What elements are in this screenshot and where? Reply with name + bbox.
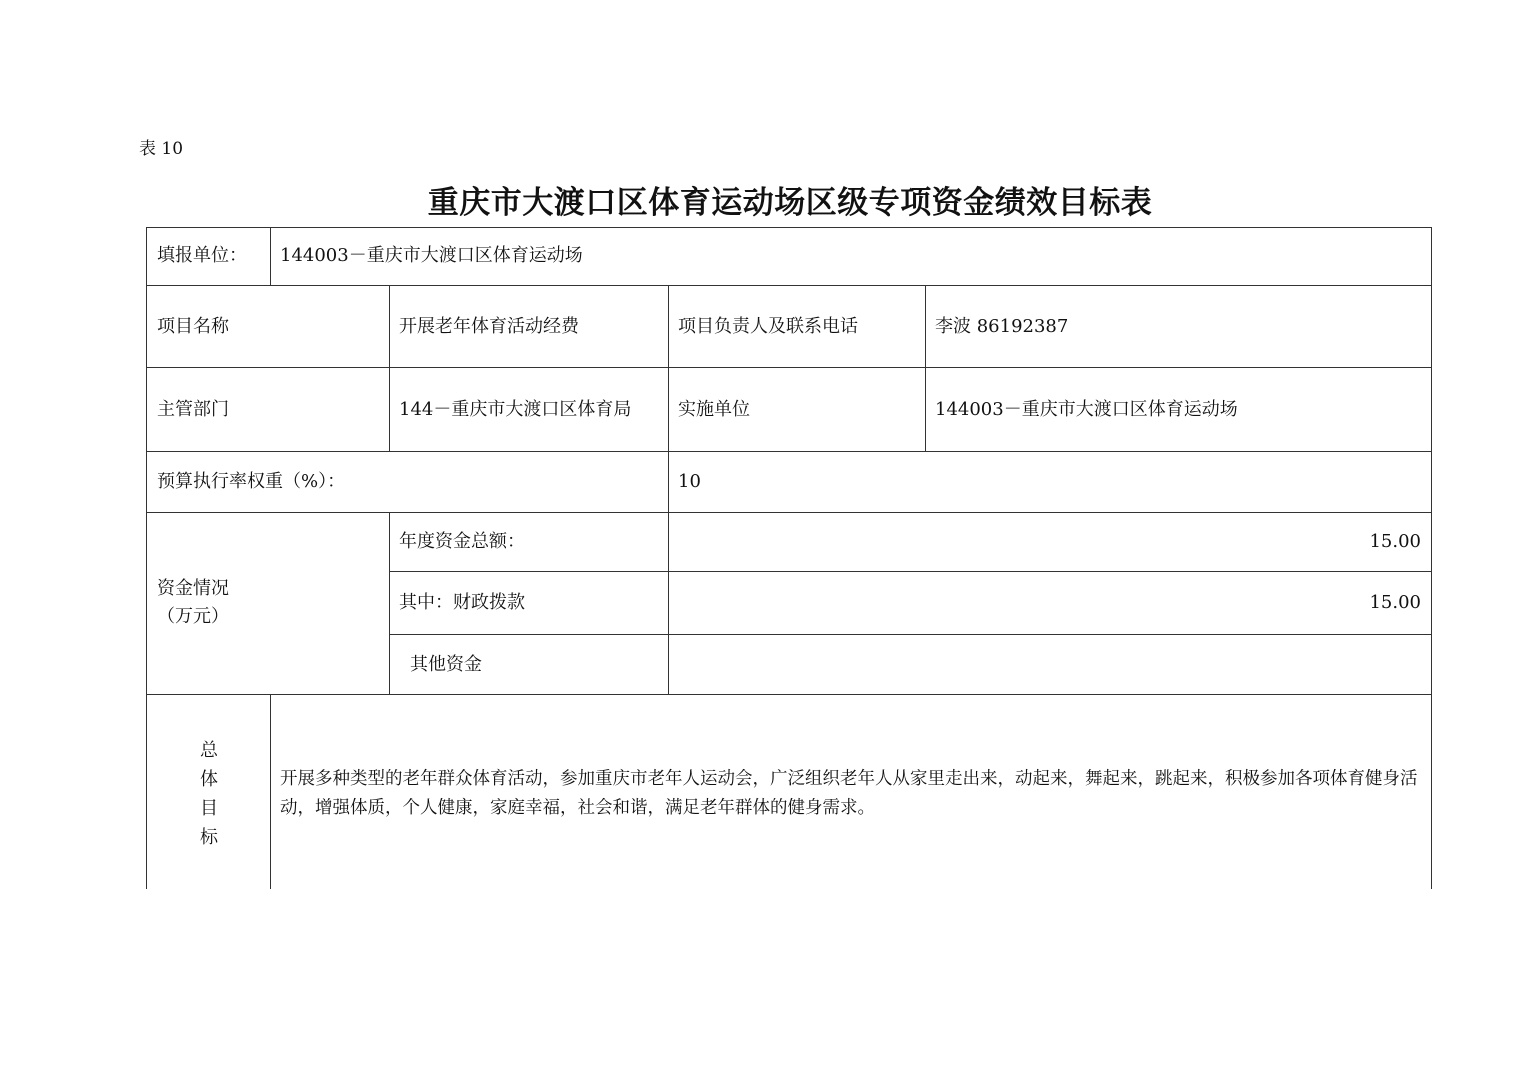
goal-label: [198, 736, 220, 852]
fund-label-line1: 资金情况: [157, 578, 229, 599]
column-border: [668, 285, 669, 694]
fiscal-label: 其中：财政拨款: [399, 592, 525, 613]
goal-text: 开展多种类型的老年群众体育活动，参加重庆市老年人运动会，广泛组织老年人从家里走出来，动起来，舞起来，跳起来，积极参加各项体育健身活动，增强体质，个人健康，家庭幸福，社会和谐，满足老年群体的健身需求。: [280, 769, 1418, 818]
column-border: [389, 512, 390, 694]
column-border: [925, 285, 926, 451]
table-number: 表 10: [139, 139, 184, 159]
annual-total-value: 15.00: [1369, 531, 1421, 552]
goal-label-char: 目: [200, 798, 218, 819]
row-border: [146, 451, 1432, 452]
goal-label-char: 总: [200, 740, 218, 761]
filler-value: 144003－重庆市大渡口区体育运动场: [280, 245, 583, 266]
row-border: [146, 227, 1432, 228]
row-border: [146, 694, 1432, 695]
row-border: [146, 367, 1432, 368]
impl-value: 144003－重庆市大渡口区体育运动场: [935, 399, 1238, 420]
dept-label: 主管部门: [157, 399, 229, 420]
filler-label: 填报单位：: [157, 245, 247, 266]
column-border: [389, 285, 390, 451]
budget-weight-label: 预算执行率权重（%）：: [157, 471, 346, 492]
project-name-value: 开展老年体育活动经费: [399, 316, 579, 337]
contact-label: 项目负责人及联系电话: [678, 316, 858, 337]
dept-value: 144－重庆市大渡口区体育局: [399, 399, 632, 420]
column-border: [270, 227, 271, 285]
goal-label-char: 体: [200, 769, 218, 790]
row-border: [389, 571, 1432, 572]
column-border: [270, 694, 271, 889]
row-border: [146, 512, 1432, 513]
column-border: [1431, 227, 1432, 889]
project-name-label: 项目名称: [157, 316, 229, 337]
contact-value: 李波 86192387: [935, 316, 1069, 337]
fund-label-line2: （万元）: [157, 606, 229, 627]
page-title: 重庆市大渡口区体育运动场区级专项资金绩效目标表: [427, 185, 1153, 221]
performance-target-table: [146, 227, 1432, 889]
other-label: 其他资金: [410, 654, 482, 675]
budget-weight-value: 10: [678, 471, 701, 492]
row-border: [146, 285, 1432, 286]
impl-label: 实施单位: [678, 399, 750, 420]
row-border: [389, 634, 1432, 635]
goal-label-char: 标: [200, 827, 218, 848]
column-border: [146, 227, 147, 889]
fiscal-value: 15.00: [1369, 592, 1421, 613]
annual-total-label: 年度资金总额：: [399, 531, 525, 552]
fund-label: [157, 577, 229, 629]
